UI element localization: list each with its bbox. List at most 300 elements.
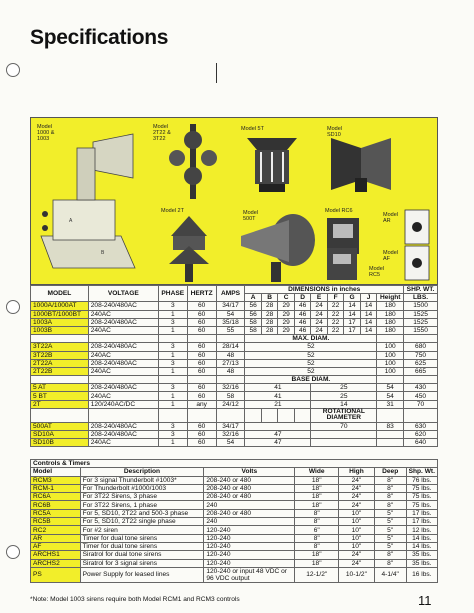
- controls-section-title: Controls & Timers: [31, 460, 438, 468]
- table-cell: [377, 431, 404, 439]
- table-cell: 35/18: [216, 318, 245, 326]
- ct-col-high: High: [339, 468, 375, 476]
- siren-spec-table: [30, 285, 438, 447]
- table-cell: 100: [377, 343, 404, 351]
- table-cell: 14: [311, 400, 377, 408]
- table-cell: 100: [377, 367, 404, 375]
- table-cell: 5": [374, 542, 406, 550]
- table-row: [31, 384, 438, 392]
- col-model: MODEL: [31, 286, 89, 302]
- table-cell: 3: [158, 302, 187, 310]
- table-cell: [187, 376, 216, 384]
- table-cell: 665: [404, 367, 438, 375]
- table-cell: 8": [374, 501, 406, 509]
- table-cell: 1000BT/1000BT: [31, 310, 89, 318]
- table-cell: 3T22A: [31, 343, 89, 351]
- table-subheader-row: [31, 408, 438, 422]
- table-cell: [377, 439, 404, 447]
- table-cell: 1500: [404, 302, 438, 310]
- table-cell: 24: [311, 302, 327, 310]
- table-cell: 25: [311, 384, 377, 392]
- table-row: [31, 526, 438, 534]
- table-cell: 28/14: [216, 343, 245, 351]
- photo-label-model-sd10: Model SD10: [327, 126, 342, 138]
- svg-text:B: B: [101, 250, 105, 256]
- table-cell: 208-240/480AC: [88, 302, 158, 310]
- table-row: [31, 534, 438, 542]
- table-cell: 47: [245, 431, 311, 439]
- table-cell: 5 BT: [31, 392, 89, 400]
- table-subheader: ROTATIONAL DIAMETER: [311, 408, 377, 422]
- table-cell: 56: [245, 302, 261, 310]
- table-cell: 14: [360, 326, 376, 334]
- table-cell: 208-240 or 480: [204, 493, 295, 501]
- table-cell: 46: [294, 318, 310, 326]
- table-cell: 75 lbs.: [406, 501, 437, 509]
- table-cell: 240AC: [88, 367, 158, 375]
- table-cell: 8": [374, 493, 406, 501]
- table-cell: 52: [245, 351, 377, 359]
- table-cell: 48: [216, 367, 245, 375]
- table-cell: 52: [245, 359, 377, 367]
- table-cell: [31, 408, 89, 422]
- table-row: [31, 431, 438, 439]
- table-cell: 240AC: [88, 310, 158, 318]
- table-row: [31, 400, 438, 408]
- table-cell: 18": [295, 484, 339, 492]
- table-cell: 6": [295, 526, 339, 534]
- table-cell: 5": [374, 509, 406, 517]
- table-cell: 31: [377, 400, 404, 408]
- dim-col: B: [261, 294, 277, 302]
- table-cell: 41: [245, 384, 311, 392]
- table-cell: 100: [377, 351, 404, 359]
- table-cell: 55: [216, 326, 245, 334]
- table-cell: 27/13: [216, 359, 245, 367]
- table-cell: 28: [261, 302, 277, 310]
- col-voltage: VOLTAGE: [88, 286, 158, 302]
- ct-col-ship-weight: Shp. Wt.: [406, 468, 437, 476]
- table-row: [31, 559, 438, 567]
- photo-label-model-af: Model AF: [383, 250, 398, 262]
- table-cell: 208-240 or 480: [204, 484, 295, 492]
- table-cell: 5": [374, 518, 406, 526]
- footnote: *Note: Model 1003 sirens require both Model RCM1 and RCM3 controls: [30, 596, 240, 603]
- table-cell: 8": [295, 518, 339, 526]
- table-cell: 2T22A: [31, 359, 89, 367]
- table-cell: RCM-1: [31, 484, 81, 492]
- table-cell: [158, 408, 187, 422]
- table-row: [31, 476, 438, 484]
- table-cell: [158, 376, 187, 384]
- table-cell: 60: [187, 392, 216, 400]
- table-cell: 46: [294, 310, 310, 318]
- photo-label-model-rc6: Model RC6: [325, 208, 353, 214]
- ct-col-model: Model: [31, 468, 81, 476]
- table-cell: 60: [187, 318, 216, 326]
- table-cell: 35 lbs.: [406, 559, 437, 567]
- table-cell: 60: [187, 384, 216, 392]
- table-cell: 450: [404, 392, 438, 400]
- table-cell: 1: [158, 351, 187, 359]
- table-cell: [158, 335, 187, 343]
- table-cell: 8": [295, 534, 339, 542]
- table-row: [31, 359, 438, 367]
- table-cell: 83: [377, 422, 404, 430]
- col-phase: PHASE: [158, 286, 187, 302]
- table-cell: Siratrol for 3 signal sirens: [80, 559, 204, 567]
- col-dimensions: DIMENSIONS in inches: [245, 286, 404, 294]
- table-cell: 208-240 or 480: [204, 509, 295, 517]
- photo-label-model-2t22: Model 2T22 & 3T22: [153, 124, 171, 142]
- table-cell: 1: [158, 367, 187, 375]
- table-cell: 58: [216, 392, 245, 400]
- table-row: [31, 351, 438, 359]
- table-cell: 120-240: [204, 534, 295, 542]
- table-cell: 208-240/480AC: [88, 431, 158, 439]
- col-hertz: HERTZ: [187, 286, 216, 302]
- table-cell: 3: [158, 318, 187, 326]
- table-cell: 100: [377, 359, 404, 367]
- table-cell: 240AC: [88, 351, 158, 359]
- svg-text:A: A: [69, 218, 73, 224]
- ct-col-description: Description: [80, 468, 204, 476]
- table-cell: 54: [377, 384, 404, 392]
- table-cell: 240AC: [88, 439, 158, 447]
- table-cell: 28: [261, 310, 277, 318]
- table-cell: 1: [158, 310, 187, 318]
- table-subheader-row: [31, 376, 438, 384]
- dim-col: J: [360, 294, 376, 302]
- table-cell: 500AT: [31, 422, 89, 430]
- table-cell: 1000A/1000AT: [31, 302, 89, 310]
- table-cell: 3: [158, 359, 187, 367]
- table-cell: For 5, SD10, 2T22 and 500-3 phase: [80, 509, 204, 517]
- table-cell: 34/17: [216, 302, 245, 310]
- table-row: [31, 439, 438, 447]
- table-row: [31, 318, 438, 326]
- table-cell: 1525: [404, 318, 438, 326]
- dim-col: G: [344, 294, 360, 302]
- table-cell: 5": [374, 534, 406, 542]
- table-cell: 46: [294, 326, 310, 334]
- table-cell: [245, 422, 311, 430]
- table-cell: 3: [158, 384, 187, 392]
- siren-2t-illustration: [159, 206, 219, 286]
- table-row: [31, 310, 438, 318]
- table-cell: 18": [295, 476, 339, 484]
- table-cell: 48: [216, 351, 245, 359]
- table-cell: 24": [339, 476, 375, 484]
- table-row: [31, 501, 438, 509]
- table-cell: 70: [404, 400, 438, 408]
- table-cell: 8": [374, 476, 406, 484]
- table-cell: 14: [344, 302, 360, 310]
- table-cell: For 3T22 Sirens, 3 phase: [80, 493, 204, 501]
- table-cell: 430: [404, 384, 438, 392]
- photo-label-model-rc5: Model RC5: [369, 266, 384, 278]
- table-cell: 41: [245, 392, 311, 400]
- table-cell: 208-240/480AC: [88, 359, 158, 367]
- table-cell: 21: [245, 400, 311, 408]
- table-cell: 60: [187, 359, 216, 367]
- table-cell: [294, 408, 310, 422]
- table-row: [31, 422, 438, 430]
- table-cell: 2T22B: [31, 367, 89, 375]
- table-cell: [88, 408, 158, 422]
- table-cell: Siratrol for dual tone sirens: [80, 551, 204, 559]
- table-cell: 10": [339, 526, 375, 534]
- table-cell: 60: [187, 431, 216, 439]
- table-cell: 640: [404, 439, 438, 447]
- table-cell: [31, 335, 89, 343]
- table-cell: [187, 335, 216, 343]
- table-cell: 10": [339, 518, 375, 526]
- table-cell: 54: [377, 392, 404, 400]
- table-cell: 5": [374, 526, 406, 534]
- table-cell: 52: [245, 367, 377, 375]
- table-cell: 28: [261, 318, 277, 326]
- col-ship-weight: SHP. WT.: [404, 286, 438, 294]
- table-cell: 22: [327, 318, 343, 326]
- table-cell: 24: [311, 326, 327, 334]
- table-cell: 240: [204, 518, 295, 526]
- table-cell: AR: [31, 534, 81, 542]
- table-cell: 12-1/2": [295, 567, 339, 582]
- table-cell: For 3T22 Sirens, 1 phase: [80, 501, 204, 509]
- table-cell: 18": [295, 551, 339, 559]
- table-cell: 29: [278, 326, 294, 334]
- photo-label-model-5t: Model 5T: [241, 126, 264, 132]
- table-cell: 208-240/480AC: [88, 318, 158, 326]
- table-cell: 120-240: [204, 559, 295, 567]
- table-cell: 24": [339, 551, 375, 559]
- table-cell: [404, 408, 438, 422]
- table-cell: 60: [187, 310, 216, 318]
- table-row: [31, 551, 438, 559]
- table-cell: 22: [327, 310, 343, 318]
- table-cell: 22: [327, 302, 343, 310]
- table-cell: [311, 439, 377, 447]
- table-cell: 16 lbs.: [406, 567, 437, 582]
- table-cell: 180: [377, 302, 404, 310]
- table-cell: 2T: [31, 400, 89, 408]
- table-cell: 32/16: [216, 384, 245, 392]
- table-cell: [377, 408, 404, 422]
- table-cell: 1: [158, 439, 187, 447]
- table-cell: 46: [294, 302, 310, 310]
- dim-col: F: [327, 294, 343, 302]
- table-cell: RC6A: [31, 493, 81, 501]
- table-cell: 1: [158, 400, 187, 408]
- table-row: [31, 343, 438, 351]
- col-amps: AMPS: [216, 286, 245, 302]
- table-cell: 24": [339, 559, 375, 567]
- table-cell: 14 lbs.: [406, 534, 437, 542]
- table-cell: [261, 408, 277, 422]
- dim-col: D: [294, 294, 310, 302]
- product-photo-panel: [30, 117, 438, 285]
- table-cell: 14: [344, 310, 360, 318]
- table-cell: [88, 335, 158, 343]
- table-cell: 10": [339, 534, 375, 542]
- page-title: Specifications: [30, 26, 169, 49]
- table-cell: 120/240AC/DC: [88, 400, 158, 408]
- table-cell: 56: [245, 310, 261, 318]
- table-cell: 4-1/4": [374, 567, 406, 582]
- table-row: [31, 484, 438, 492]
- table-cell: ARCHS1: [31, 551, 81, 559]
- table-cell: 25: [311, 392, 377, 400]
- table-row: [31, 367, 438, 375]
- table-cell: 8": [295, 509, 339, 517]
- table-cell: 750: [404, 351, 438, 359]
- table-cell: [31, 376, 89, 384]
- table-cell: 180: [377, 310, 404, 318]
- photo-label-model-2t: Model 2T: [161, 208, 184, 214]
- table-row: [31, 509, 438, 517]
- table-row: [31, 567, 438, 582]
- table-subheader: BASE DIAM.: [245, 376, 377, 384]
- table-cell: 24": [339, 501, 375, 509]
- table-cell: [245, 408, 261, 422]
- table-cell: 3: [158, 343, 187, 351]
- table-cell: [216, 408, 245, 422]
- table-cell: 18": [295, 493, 339, 501]
- control-ar-illustration: [403, 208, 431, 248]
- table-cell: any: [187, 400, 216, 408]
- table-cell: [377, 335, 404, 343]
- spec-table-body: [31, 302, 438, 447]
- table-cell: 24/12: [216, 400, 245, 408]
- table-cell: For 5, SD10, 2T22 single phase: [80, 518, 204, 526]
- table-cell: 208-240/480AC: [88, 384, 158, 392]
- table-cell: [216, 335, 245, 343]
- table-cell: 24: [311, 318, 327, 326]
- table-cell: 208-240 or 480: [204, 476, 295, 484]
- table-cell: 8": [295, 542, 339, 550]
- table-cell: 240AC: [88, 392, 158, 400]
- table-cell: 1: [158, 392, 187, 400]
- table-cell: 17 lbs.: [406, 518, 437, 526]
- table-cell: 29: [278, 302, 294, 310]
- table-cell: 35 lbs.: [406, 551, 437, 559]
- table-cell: 1525: [404, 310, 438, 318]
- table-cell: 34/17: [216, 422, 245, 430]
- table-cell: 24": [339, 484, 375, 492]
- table-cell: 60: [187, 439, 216, 447]
- table-cell: 54: [216, 310, 245, 318]
- table-cell: 29: [278, 318, 294, 326]
- table-cell: 18": [295, 501, 339, 509]
- table-cell: RC5A: [31, 509, 81, 517]
- table-cell: 1550: [404, 326, 438, 334]
- table-cell: 14: [360, 318, 376, 326]
- photo-label-model-1000: Model 1000 & 1003: [37, 124, 55, 142]
- table-cell: 60: [187, 422, 216, 430]
- table-cell: 240AC: [88, 326, 158, 334]
- table-cell: 10": [339, 542, 375, 550]
- table-cell: 3T22B: [31, 351, 89, 359]
- table-cell: 8": [374, 484, 406, 492]
- table-row: [31, 542, 438, 550]
- table-cell: SD10A: [31, 431, 89, 439]
- table-cell: For #2 siren: [80, 526, 204, 534]
- table-cell: 58: [245, 326, 261, 334]
- table-cell: 17: [344, 326, 360, 334]
- table-cell: 70: [311, 422, 377, 430]
- table-cell: 120-240: [204, 526, 295, 534]
- table-cell: Timer for dual tone sirens: [80, 542, 204, 550]
- table-cell: 120-240 or input 48 VDC or 96 VDC output: [204, 567, 295, 582]
- photo-label-model-ar: Model AR: [383, 212, 398, 224]
- table-cell: 60: [187, 343, 216, 351]
- table-cell: For 3 signal Thunderbolt #1003*: [80, 476, 204, 484]
- table-cell: 60: [187, 326, 216, 334]
- table-cell: 22: [327, 326, 343, 334]
- ct-col-deep: Deep: [374, 468, 406, 476]
- table-cell: 14 lbs.: [406, 542, 437, 550]
- table-cell: 47: [245, 439, 311, 447]
- table-cell: 5 AT: [31, 384, 89, 392]
- table-row: [31, 392, 438, 400]
- table-cell: 60: [187, 367, 216, 375]
- table-cell: RC6B: [31, 501, 81, 509]
- table-cell: 54: [216, 439, 245, 447]
- table-cell: 8": [374, 559, 406, 567]
- table-cell: 3: [158, 422, 187, 430]
- controls-table-body: [31, 460, 438, 583]
- punch-hole: [6, 545, 20, 559]
- table-cell: 14: [360, 310, 376, 318]
- table-cell: 680: [404, 343, 438, 351]
- table-row: [31, 302, 438, 310]
- siren-1000-illustration: [31, 118, 145, 284]
- table-cell: For Thunderbolt #1000/1003: [80, 484, 204, 492]
- table-cell: SD10B: [31, 439, 89, 447]
- table-cell: 24: [311, 310, 327, 318]
- table-cell: 10-1/2": [339, 567, 375, 582]
- table-cell: [404, 335, 438, 343]
- dim-col: A: [245, 294, 261, 302]
- table-cell: RC5B: [31, 518, 81, 526]
- dim-col: C: [278, 294, 294, 302]
- table-cell: [404, 376, 438, 384]
- table-cell: [88, 376, 158, 384]
- dim-col: LBS.: [404, 294, 438, 302]
- table-cell: 180: [377, 318, 404, 326]
- table-cell: 32/16: [216, 431, 245, 439]
- table-row: [31, 326, 438, 334]
- table-cell: PS: [31, 567, 81, 582]
- table-cell: RC2: [31, 526, 81, 534]
- table-cell: 17: [344, 318, 360, 326]
- control-rc5-illustration: [323, 244, 363, 284]
- table-cell: 120-240: [204, 542, 295, 550]
- ct-col-wide: Wide: [295, 468, 339, 476]
- table-cell: 60: [187, 302, 216, 310]
- table-cell: [187, 408, 216, 422]
- table-cell: 10": [339, 509, 375, 517]
- margin-mark: [216, 63, 217, 83]
- table-cell: AF: [31, 542, 81, 550]
- table-cell: 120-240: [204, 551, 295, 559]
- dim-col: E: [311, 294, 327, 302]
- control-af-illustration: [403, 244, 431, 284]
- table-cell: 28: [261, 326, 277, 334]
- table-cell: 180: [377, 326, 404, 334]
- table-subheader-row: [31, 335, 438, 343]
